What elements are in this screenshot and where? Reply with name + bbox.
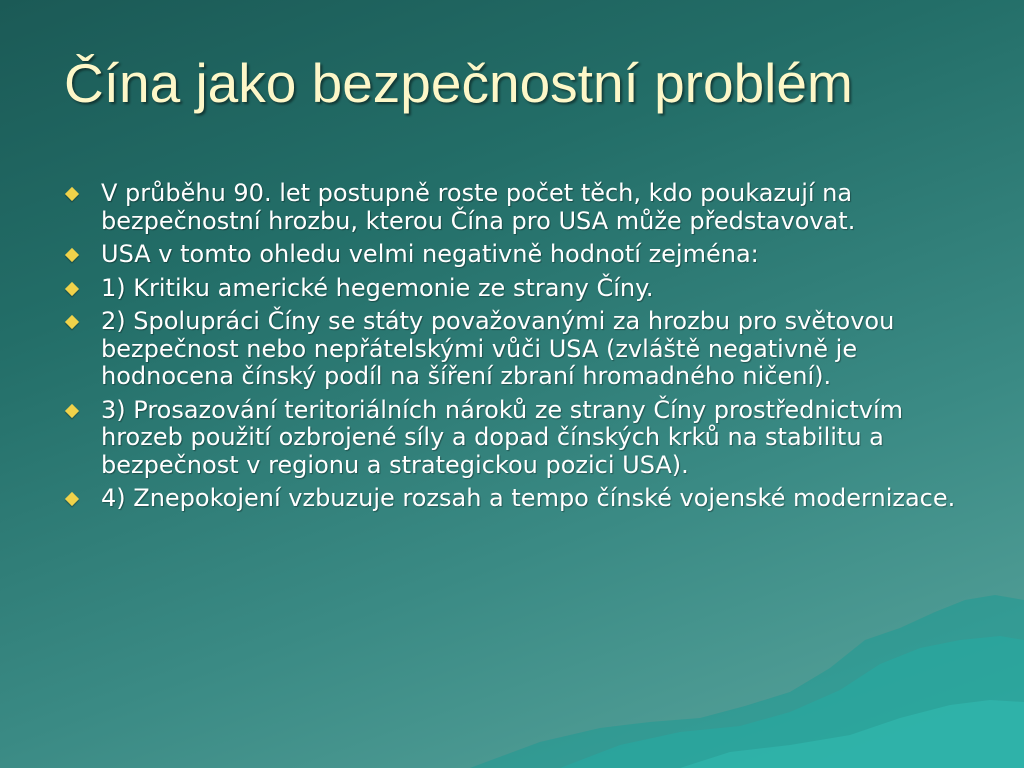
diamond-bullet-icon <box>65 248 79 262</box>
bullet-text: 3) Prosazování teritoriálních nároků ze strany Číny prostřednictvím hrozeb použití ozbrojené síly a dopad čínských krků na stabilitu a bezpečnost v regionu a strategickou pozici USA). <box>101 395 904 479</box>
bullet-item <box>62 275 962 303</box>
bullet-item <box>62 397 962 480</box>
bullet-item <box>62 180 962 235</box>
bullet-text: 2) Spolupráci Číny se státy považovanými za hrozbu pro světovou bezpečnost nebo nepřátelskými vůči USA (zvláště negativně je hodnocena čínský podíl na šíření zbraní hromadného ničení). <box>101 307 895 390</box>
bullet-text: USA v tomto ohledu velmi negativně hodnotí zejména: <box>101 240 759 268</box>
diamond-bullet-icon <box>65 187 79 201</box>
diamond-bullet-icon <box>65 492 79 506</box>
bullet-item <box>62 308 962 391</box>
bullet-item <box>62 485 962 513</box>
diamond-bullet-icon <box>65 315 79 329</box>
diamond-bullet-icon <box>65 281 79 295</box>
diamond-bullet-icon <box>65 403 79 417</box>
bullet-text: 1) Kritiku americké hegemonie ze strany Číny. <box>101 273 654 302</box>
slide-title: Čína jako bezpečnostní problém <box>64 52 853 114</box>
bullet-list <box>62 180 962 519</box>
bullet-text: 4) Znepokojení vzbuzuje rozsah a tempo čínské vojenské modernizace. <box>101 484 956 512</box>
bullet-item <box>62 241 962 269</box>
bullet-text: V průběhu 90. let postupně roste počet těch, kdo poukazují na bezpečnostní hrozbu, kterou Čína pro USA může představovat. <box>101 179 856 235</box>
